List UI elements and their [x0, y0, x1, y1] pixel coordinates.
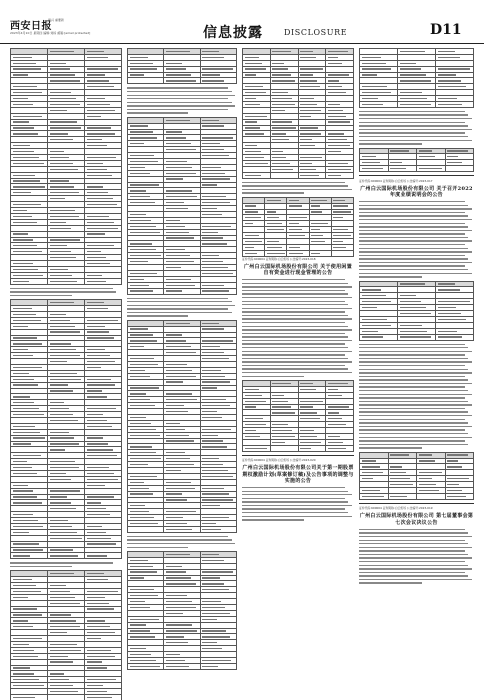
table-cell [388, 493, 417, 499]
table-cell [326, 172, 354, 178]
notice-code: 证券代码:600004 证券简称:白云机场 公告编号:2023-020 [242, 458, 316, 463]
divider [242, 455, 354, 456]
page-content [10, 48, 474, 688]
table-cell [265, 250, 287, 256]
financial-table [127, 48, 237, 84]
column-1 [10, 48, 122, 688]
table-cell [128, 288, 164, 294]
table-cell [331, 250, 353, 256]
column-3 [242, 48, 354, 688]
table-row [360, 166, 474, 172]
table-row [11, 553, 122, 559]
financial-table [10, 570, 122, 700]
table-cell [326, 445, 354, 451]
table-cell [287, 250, 309, 256]
table-cell [398, 102, 436, 108]
table-row [11, 278, 122, 284]
table-row [243, 445, 354, 451]
section-title-en: DISCLOSURE [284, 28, 348, 37]
table-cell [360, 102, 398, 108]
text-block [127, 87, 237, 113]
table-cell [11, 695, 48, 700]
table-cell [417, 493, 446, 499]
table-cell [200, 78, 236, 84]
table-cell [360, 493, 389, 499]
table-cell [48, 695, 85, 700]
financial-table [359, 452, 474, 500]
financial-table [242, 48, 354, 179]
financial-table [127, 117, 237, 295]
table-cell [128, 663, 164, 669]
table-cell [85, 695, 122, 700]
table-row [128, 663, 237, 669]
table-row [243, 172, 354, 178]
table-row [243, 250, 354, 256]
notice-code: 证券代码:600004 证券简称:白云机场 公告编号:2023-017 [359, 178, 433, 183]
table-row [128, 526, 237, 532]
table-cell [445, 166, 474, 172]
financial-table [10, 299, 122, 559]
table-cell [445, 493, 474, 499]
table-row [128, 78, 237, 84]
text-block [359, 201, 474, 278]
table-cell [164, 663, 200, 669]
financial-table [359, 281, 474, 341]
table-row [11, 695, 122, 700]
table-cell [200, 288, 236, 294]
section-title: 信息披露 [203, 25, 263, 41]
column-2 [127, 48, 237, 688]
table-cell [243, 250, 265, 256]
financial-table [359, 48, 474, 108]
table-cell [85, 553, 122, 559]
table-cell [270, 172, 298, 178]
financial-table [10, 48, 122, 285]
financial-table [242, 380, 354, 452]
divider [359, 175, 474, 176]
table-cell [200, 526, 236, 532]
table-cell [128, 78, 164, 84]
text-block [359, 111, 474, 145]
table-cell [417, 166, 446, 172]
masthead-subtitle: 振兴 重要新 [48, 18, 64, 22]
table-cell [270, 445, 298, 451]
table-row [128, 288, 237, 294]
table-cell [360, 166, 389, 172]
table-cell [360, 334, 398, 340]
page-header [0, 0, 484, 44]
divider [359, 503, 474, 504]
notice-code: 证券代码:600004 证券简称:白云机场 公告编号:2023-018 [242, 256, 316, 261]
table-cell [48, 553, 85, 559]
text-block [10, 288, 122, 297]
table-cell [298, 445, 326, 451]
table-cell [11, 278, 48, 284]
table-cell [200, 663, 236, 669]
table-cell [243, 172, 271, 178]
dateline: 2023年4月10日 星期四 编辑:刘杨 邮箱:[email protected] [10, 31, 91, 35]
table-row [360, 493, 474, 499]
table-cell [48, 278, 85, 284]
page-number: D11 [430, 22, 462, 38]
notice-code: 证券代码:600004 证券简称:白云机场 公告编号:2023-019 [359, 506, 433, 511]
table-cell [164, 288, 200, 294]
table-cell [388, 166, 417, 172]
notice-title: 广州白云国际机场股份有限公司 关于使用闲置自有资金进行现金管理的公告 [243, 263, 353, 276]
notice-title: 广州白云国际机场股份有限公司 第七届董事会第七次会议决议公告 [359, 513, 474, 526]
table-cell [164, 526, 200, 532]
table-cell [436, 334, 474, 340]
notice-title: 广州白云国际机场股份有限公司 关于召开2022年度业绩说明会的公告 [360, 185, 473, 198]
table-cell [243, 445, 271, 451]
financial-table [242, 197, 354, 257]
text-block [242, 279, 354, 377]
text-block [10, 562, 122, 567]
column-4 [359, 48, 474, 688]
text-block [242, 487, 354, 521]
text-block [127, 536, 237, 548]
table-cell [128, 526, 164, 532]
masthead-logo: 西安日报 [10, 21, 52, 32]
table-row [360, 334, 474, 340]
text-block [242, 182, 354, 194]
table-cell [309, 250, 331, 256]
table-cell [164, 78, 200, 84]
text-block [127, 298, 237, 317]
text-block [359, 529, 474, 584]
table-cell [436, 102, 474, 108]
financial-table [127, 551, 237, 670]
table-cell [11, 553, 48, 559]
financial-table [127, 320, 237, 533]
financial-table [359, 148, 474, 173]
table-cell [398, 334, 436, 340]
notice-title: 广州白云国际机场股份有限公司关于第一期股票期权激励计划(草案修订稿)及公告事项的调整与实施的公告 [242, 465, 354, 484]
table-cell [85, 278, 122, 284]
text-block [359, 344, 474, 449]
table-row [360, 102, 474, 108]
table-cell [298, 172, 326, 178]
